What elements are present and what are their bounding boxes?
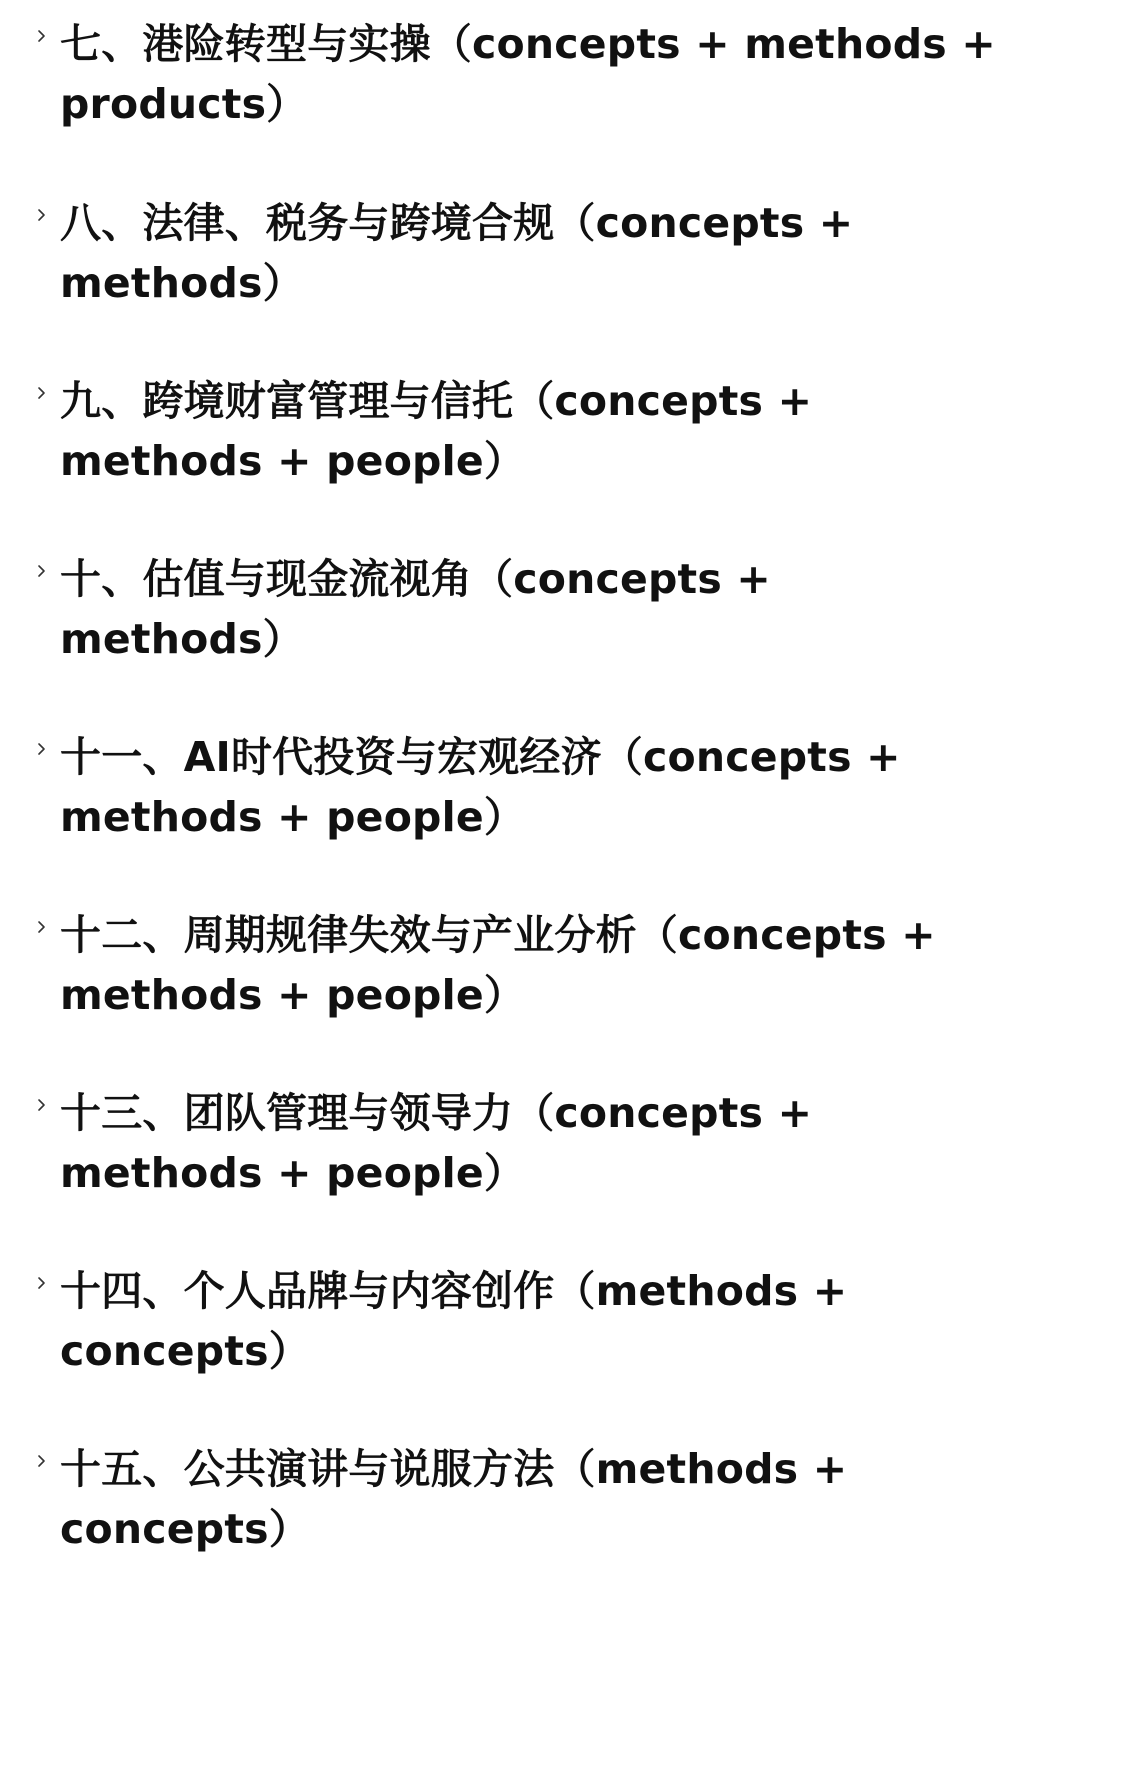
chevron-right-icon[interactable] — [36, 1097, 48, 1113]
outline-item-title: 十三、团队管理与领导力（concepts + methods + people） — [60, 1089, 813, 1197]
outline-item-title: 十二、周期规律失效与产业分析（concepts + methods + people） — [60, 911, 936, 1019]
chevron-right-icon[interactable] — [36, 1453, 48, 1469]
outline-item-title: 九、跨境财富管理与信托（concepts + methods + people） — [60, 377, 813, 485]
outline-item-title: 十四、个人品牌与内容创作（methods + concepts） — [60, 1267, 848, 1375]
chevron-right-icon[interactable] — [36, 207, 48, 223]
outline-item-title: 十、估值与现金流视角（concepts + methods） — [60, 555, 771, 663]
chevron-right-icon[interactable] — [36, 919, 48, 935]
chevron-right-icon[interactable] — [36, 28, 48, 44]
chevron-right-icon[interactable] — [36, 563, 48, 579]
outline-item-13[interactable] — [36, 1083, 1086, 1223]
outline-item-title: 八、法律、税务与跨境合规（concepts + methods） — [60, 199, 854, 307]
outline-item-12[interactable] — [36, 905, 1086, 1045]
outline-item-title: 十一、AI时代投资与宏观经济（concepts + methods + people） — [60, 733, 901, 841]
chevron-right-icon[interactable] — [36, 1275, 48, 1291]
outline-item-14[interactable] — [36, 1261, 1086, 1401]
outline-item-title: 七、港险转型与实操（concepts + methods + products） — [60, 20, 996, 128]
outline-item-8[interactable] — [36, 193, 1086, 333]
chevron-right-icon[interactable] — [36, 385, 48, 401]
outline-item-15[interactable] — [36, 1439, 1086, 1579]
outline-item-11[interactable] — [36, 727, 1086, 867]
outline-item-9[interactable] — [36, 371, 1086, 511]
outline-item-title: 十五、公共演讲与说服方法（methods + concepts） — [60, 1445, 848, 1553]
chevron-right-icon[interactable] — [36, 741, 48, 757]
outline-item-7[interactable] — [36, 14, 1086, 154]
outline-item-10[interactable] — [36, 549, 1086, 689]
